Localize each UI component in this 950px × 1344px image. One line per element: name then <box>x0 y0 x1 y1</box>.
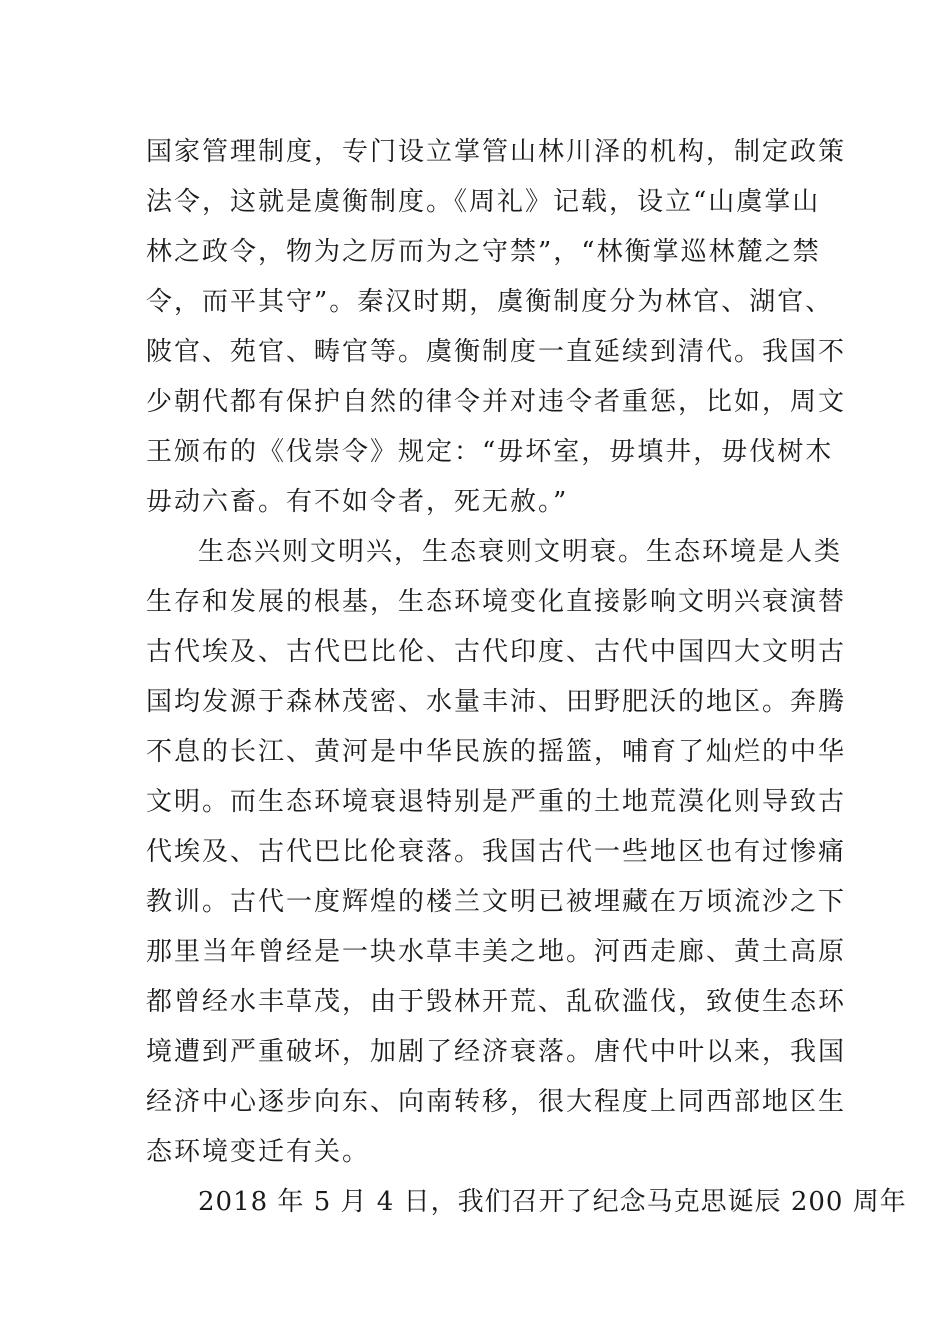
text-line: 代埃及、古代巴比伦衰落。我国古代一些地区也有过惨痛 <box>146 837 847 867</box>
text-line: 林之政令，物为之厉而为之守禁”，“林衡掌巡林麓之禁 <box>146 237 821 267</box>
text-line: 少朝代都有保护自然的律令并对违令者重惩，比如，周文 <box>146 387 847 417</box>
text-line: 王颁布的《伐崇令》规定：“毋坏室，毋填井，毋伐树木 <box>146 437 834 467</box>
text-line: 那里当年曾经是一块水草丰美之地。河西走廊、黄土高原 <box>146 937 847 967</box>
text-line: 都曾经水丰草茂，由于毁林开荒、乱砍滥伐，致使生态环 <box>146 987 847 1017</box>
text-line: 经济中心逐步向东、向南转移，很大程度上同西部地区生 <box>146 1087 847 1117</box>
text-line: 毋动六畜。有不如令者，死无赦。” <box>146 487 569 517</box>
text-line: 国家管理制度，专门设立掌管山林川泽的机构，制定政策 <box>146 137 847 167</box>
text-line: 法令，这就是虞衡制度。《周礼》记载，设立“山虞掌山 <box>146 187 821 217</box>
text-line: 生态兴则文明兴，生态衰则文明衰。生态环境是人类 <box>198 537 843 567</box>
text-line: 2018 年 5 月 4 日，我们召开了纪念马克思诞辰 200 周年 <box>198 1187 907 1217</box>
text-line: 令，而平其守”。秦汉时期，虞衡制度分为林官、湖官、 <box>146 287 834 317</box>
text-line: 态环境变迁有关。 <box>146 1137 371 1167</box>
text-line: 生存和发展的根基，生态环境变化直接影响文明兴衰演替 <box>146 587 847 617</box>
text-line: 文明。而生态环境衰退特别是严重的土地荒漠化则导致古 <box>146 787 847 817</box>
text-line: 陂官、苑官、畴官等。虞衡制度一直延续到清代。我国不 <box>146 337 847 367</box>
text-line: 教训。古代一度辉煌的楼兰文明已被埋藏在万顷流沙之下 <box>146 887 847 917</box>
text-line: 不息的长江、黄河是中华民族的摇篮，哺育了灿烂的中华 <box>146 737 847 767</box>
text-line: 境遭到严重破坏，加剧了经济衰落。唐代中叶以来，我国 <box>146 1037 847 1067</box>
text-line: 国均发源于森林茂密、水量丰沛、田野肥沃的地区。奔腾 <box>146 687 847 717</box>
text-line: 古代埃及、古代巴比伦、古代印度、古代中国四大文明古 <box>146 637 847 667</box>
